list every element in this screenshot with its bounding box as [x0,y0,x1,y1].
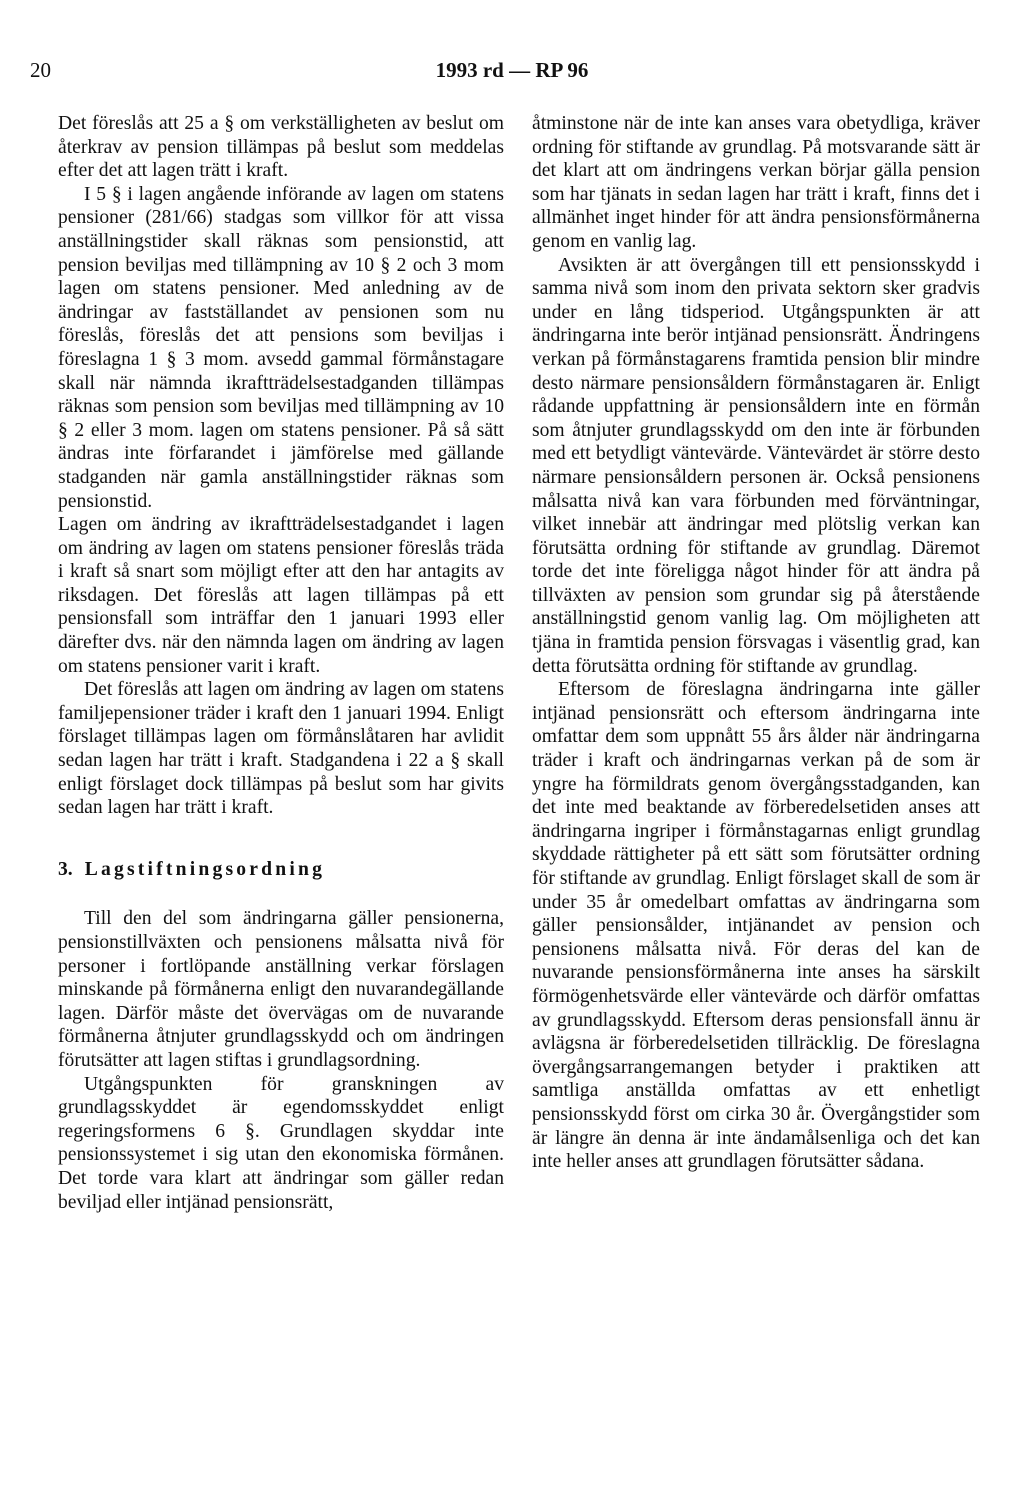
page-number: 20 [30,58,51,82]
left-column [58,112,504,1214]
paragraph: Det föreslås att 25 a § om verkställigheten av beslut om återkrav av pension tillämpas på beslut som meddelas efter det att lagen trätt i kraft. [58,113,504,182]
right-column [532,112,980,1174]
paragraph: Avsikten är att övergången till ett pensionsskydd i samma nivå som inom den privata sektorn sker gradvis under en lång tidsperiod. Utgångspunkten är att ändringarna inte berör intjänad pensionsrätt. Ändringens verkan på förmånstagarens framtida pension blir mindre desto närmare pensionsåldern förmånstagaren är. Enligt rådande uppfattning är pensionsåldern inte en förmån som åtnjuter grundlagsskydd om den inte är förbunden med ett betydligt väntevärde. Väntevärdet är större desto närmare pensionsåldern personen är. Också pensionens målsatta nivå kan vara förbunden med förväntningar, vilket innebär att ändringar med plötslig verkan kan förutsätta ordning för stiftande av grundlag. Däremot torde det inte föreligga något hinder för att ändra på tillväxten av pension som grundar sig på återstående anställningstid genom vanlig lag. Om möjligheten att tjäna in framtida pension försvagas i väsentlig grad, kan detta förutsätta ordning för stiftande av grundlag. [532,254,980,677]
section-title: Lagstiftningsordning [84,858,326,880]
paragraph: Lagen om ändring av ikraftträdelsestadgandet i lagen om ändring av lagen om statens pensioner föreslås träda i kraft så snart som möjligt efter att den har antagits av riksdagen. Det föreslås att lagen tillämpas på ett pensionsfall som inträffar den 1 januari 1993 eller därefter dvs. när den nämnda lagen om ändring av lagen om statens pensioner varit i kraft. [58,514,504,677]
paragraph: Det föreslås att lagen om ändring av lagen om statens familjepensioner träder i kraft den 1 januari 1994. Enligt förslaget tillämpas lagen om förmånslåtaren har avlidit sedan lagen har trätt i kraft. Stadgandena i 22 a § skall enligt förslaget dock tillämpas på beslut som har givits sedan lagen har trätt i kraft. [58,679,504,819]
paragraph: åtminstone när de inte kan anses vara obetydliga, kräver ordning för stiftande av grundlag. På motsvarande sätt är det klart att om ändringens verkan börjar gälla pension som har tjänats in sedan lagen har trätt i kraft, finns det i allmänhet inget hinder för att ändra pensionsförmånerna genom en vanlig lag. [532,113,980,252]
section-number: 3. [58,858,73,880]
paragraph: I 5 § i lagen angående införande av lagen om statens pensioner (281/66) stadgas som villkor för att vissa anställningstider skall räknas som pensionstid, att pension beviljas med tillämpning av 10 § 2 och 3 mom lagen om statens pensioner. Med anledning av de ändringar av fastställandet av pensionen som nu föreslås, föreslås det att pensions som beviljas i föreslagna 1 § 3 mom. avsedd gammal förmånstagare skall när nämnda ikraftträdelsestadganden tillämpas räknas som pension som beviljas med tillämpning av 10 § 2 eller 3 mom. lagen om statens pensioner. På så sätt ändras inte förfarandet i jämförelse med gällande stadganden när gamla anställningstider räknas som pensionstid. [58,183,504,512]
paragraph: Till den del som ändringarna gäller pensionerna, pensionstillväxten och pensionens målsatta nivå för personer i fortlöpande anställning verkar förslagen minskande på förmånerna enligt den nuvarandegällande lagen. Därför måste det övervägas om de nuvarande förmånerna åtnjuter grundlagsskydd och om ändringen förutsätter att lagen stiftas i grundlagsordning. [58,908,504,1071]
paragraph: Eftersom de föreslagna ändringarna inte gäller intjänad pensionsrätt och eftersom ändringarna inte omfattar dem som uppnått 55 års ålder när ändringarna träder i kraft och ändringarnas verkan på de som är yngre ha förmildrats genom övergångsstadganden, kan det inte med beaktande av förberedelsetiden anses att ändringarna ingriper i förmånstagarnas enligt grundlag skyddade rättigheter på ett sätt som förutsätter ordning för stiftande av grundlag. Enligt förslaget skall de som är under 35 år omedelbart omfattas av ändringarna som gäller pensionsålder, intjänandet av pension och pensionens målsatta nivå. För deras del kan de nuvarande pensionsförmånerna inte anses ha särskilt förmögenhetsvärde eller väntevärde och därför omfattas av grundlagsskydd. Eftersom deras pensionsfall ännu är avlägsna är förberedelsetiden tillräcklig. De föreslagna övergångsarrangemangen betyder i praktiken att samtliga anställda omfattas av ett enhetligt pensionsskydd först om cirka 30 år. Övergångstider som är längre än denna är inte ändamålsenliga och det kan inte heller anses att grundlagen förutsätter sådana. [532,679,980,1173]
running-head: 1993 rd — RP 96 [435,58,589,82]
paragraph: Utgångspunkten för granskningen av grundlagsskyddet är egendomsskyddet enligt regeringsformens 6 §. Grundlagen skyddar inte pensionssystemet i sig utan den ekonomiska förmånen. Det torde vara klart att ändringar som gäller redan beviljad eller intjänad pensionsrätt, [58,1073,504,1213]
section-heading [58,858,504,882]
